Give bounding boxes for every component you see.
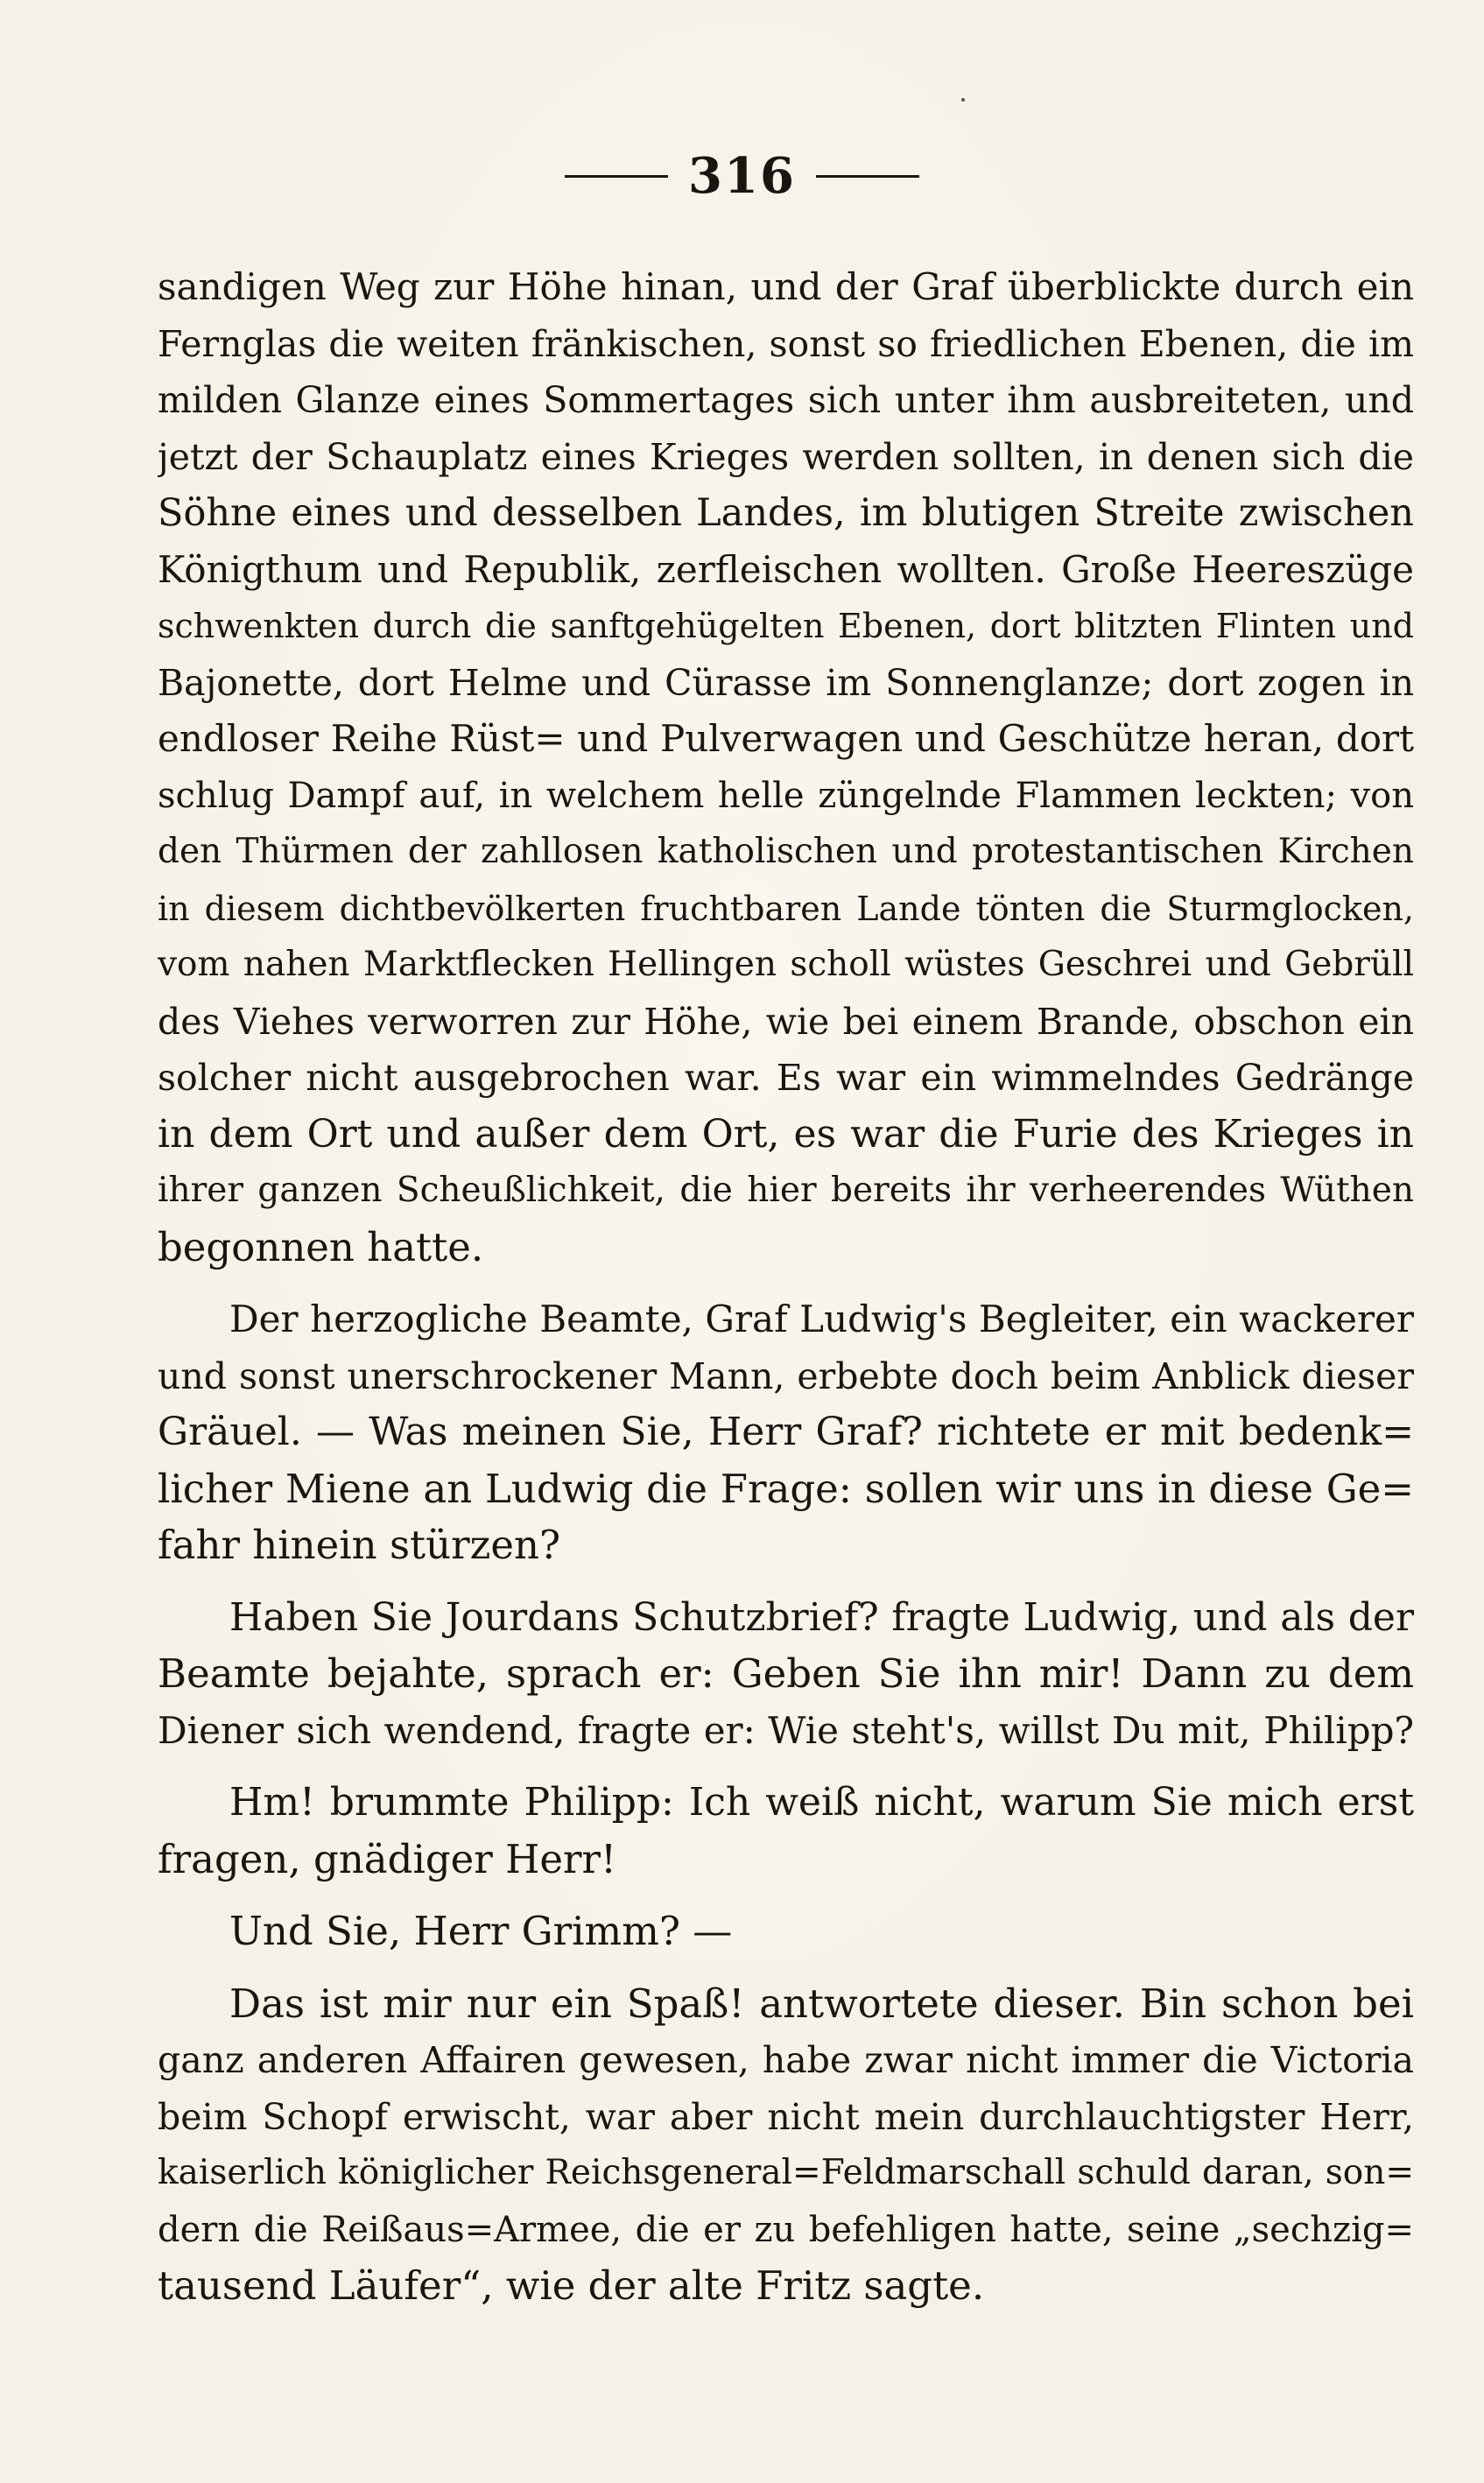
text-line: Gräuel. — Was meinen Sie, Herr Graf? richtete er mit bedenk= (158, 1410, 1414, 1454)
text-line: jetzt der Schauplatz eines Krieges werden sollten, in denen sich die (158, 435, 1414, 478)
text-line: kaiserlich königlicher Reichsgeneral=Feldmarschall schuld daran, son= (158, 2153, 1414, 2192)
paragraph-gap (158, 1960, 1414, 1976)
text-line: vom nahen Marktflecken Hellingen scholl wüstes Geschrei und Gebrüll (158, 945, 1414, 984)
text-line: ihrer ganzen Scheußlichkeit, die hier bereits ihr verheerendes Wüthen (158, 1171, 1414, 1210)
text-line: und sonst unerschrockener Mann, erbebte doch beim Anblick dieser (158, 1354, 1414, 1397)
text-line: begonnen hatte. (158, 1223, 484, 1270)
text-line: schlug Dampf auf, in welchem helle züngelnde Flammen leckten; von (158, 775, 1414, 816)
text-line: milden Glanze eines Sommertages sich unter ihm ausbreiteten, und (158, 379, 1414, 421)
text-line: solcher nicht ausgebrochen war. Es war ein wimmelndes Gedränge (158, 1057, 1414, 1099)
text-line: schwenkten durch die sanftgehügelten Ebenen, dort blitzten Flinten und (158, 607, 1414, 645)
paragraph-gap (158, 1888, 1414, 1903)
text-line: Diener sich wendend, fragte er: Wie steht's, willst Du mit, Philipp? (158, 1708, 1414, 1752)
text-line: Beamte bejahte, sprach er: Geben Sie ihn mir! Dann zu dem (158, 1650, 1414, 1697)
text-line: in diesem dichtbevölkerten fruchtbaren Lande tönten die Sturmglocken, (158, 889, 1414, 928)
text-line: endloser Reihe Rüst= und Pulverwagen und Geschütze heran, dort (158, 717, 1414, 760)
text-line: Und Sie, Herr Grimm? — (229, 1908, 733, 1954)
text-line: Königthum und Republik, zerfleischen wollten. Große Heereszüge (158, 547, 1414, 591)
text-line: in dem Ort und außer dem Ort, es war die Furie des Krieges in (158, 1111, 1414, 1157)
paragraph-gap (158, 1574, 1414, 1590)
text-line: tausend Läufer“, wie der alte Fritz sagte. (158, 2262, 985, 2309)
page-header (0, 147, 1484, 208)
page-number: 316 (688, 147, 796, 205)
text-line: den Thürmen der zahllosen katholischen und protestantischen Kirchen (158, 832, 1414, 871)
text-line: fahr hinein stürzen? (158, 1522, 561, 1568)
text-line: Söhne eines und desselben Landes, im blutigen Streite zwischen (158, 491, 1414, 535)
text-line: sandigen Weg zur Höhe hinan, und der Graf überblickte durch ein (158, 265, 1414, 308)
header-rule-left (565, 175, 668, 178)
text-line: fragen, gnädiger Herr! (158, 1835, 617, 1882)
text-line: Haben Sie Jourdans Schutzbrief? fragte Ludwig, und als der (229, 1594, 1414, 1640)
header-rule-right (816, 175, 919, 178)
text-line: Das ist mir nur ein Spaß! antwortete dieser. Bin schon bei (229, 1980, 1414, 2027)
text-line: licher Miene an Ludwig die Frage: sollen wir uns in diese Ge= (158, 1465, 1414, 1512)
text-line: ganz anderen Affairen gewesen, habe zwar nicht immer die Victoria (158, 2039, 1414, 2081)
text-line: Hm! brummte Philipp: Ich weiß nicht, warum Sie mich erst (229, 1780, 1414, 1825)
body-text (158, 259, 1414, 2315)
text-line: Der herzogliche Beamte, Graf Ludwig's Begleiter, ein wackerer (229, 1298, 1414, 1340)
paragraph-gap (158, 1276, 1414, 1291)
text-line: Bajonette, dort Helme und Cürasse im Sonnenglanze; dort zogen in (158, 661, 1414, 704)
text-line: Fernglas die weiten fränkischen, sonst so friedlichen Ebenen, die im (158, 322, 1414, 365)
text-line: des Viehes verworren zur Höhe, wie bei einem Brande, obschon ein (158, 1000, 1414, 1043)
text-line: dern die Reißaus=Armee, die er zu befehligen hatte, seine „sechzig= (158, 2209, 1414, 2250)
paper-speck (961, 98, 965, 102)
text-line: beim Schopf erwischt, war aber nicht mein durchlauchtigster Herr, (158, 2095, 1414, 2138)
paragraph-gap (158, 1759, 1414, 1775)
